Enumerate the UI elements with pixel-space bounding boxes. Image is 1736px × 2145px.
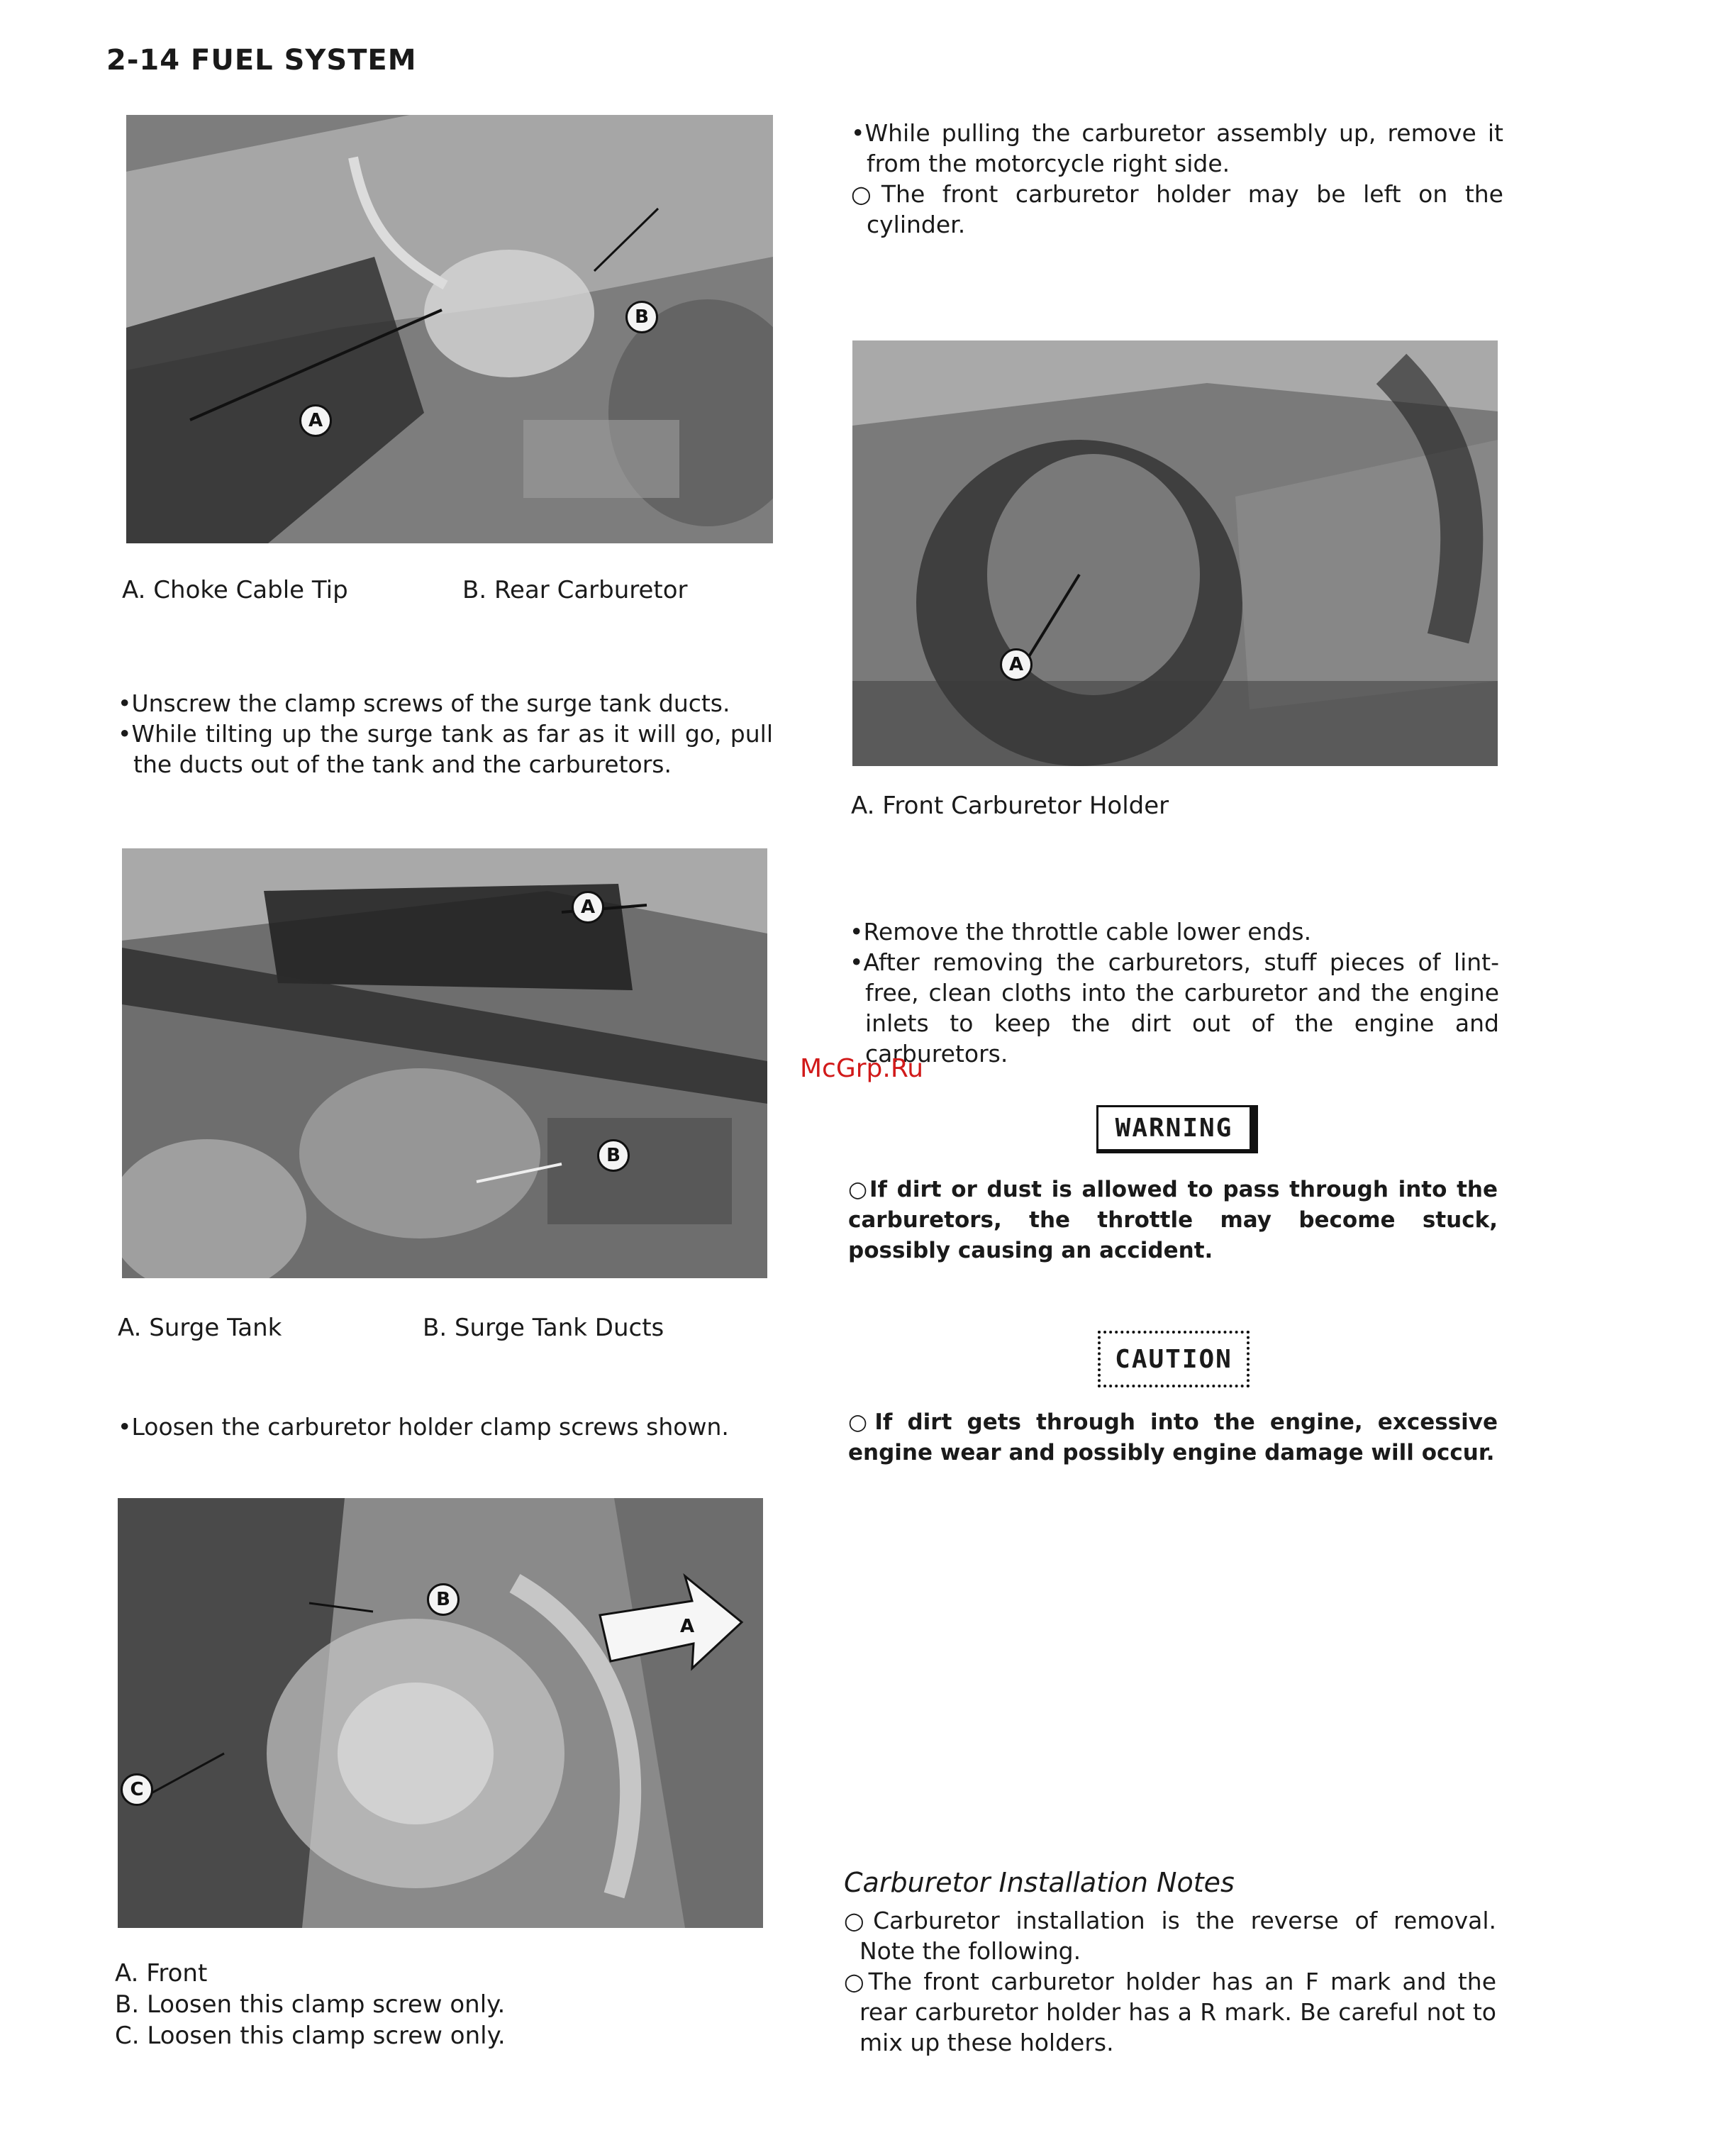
callout-c: C	[121, 1773, 153, 1806]
photo-surge-graphic	[122, 848, 767, 1278]
text-install-1: ○Carburetor installation is the reverse of removal. Note the following.	[844, 1907, 1496, 1965]
photo-front-holder-graphic	[852, 340, 1498, 766]
text-install-2: ○The front carburetor holder has an F mark and the rear carburetor holder has a R mark. Be careful not to mix up these holders.	[844, 1968, 1496, 2056]
caption-loosen-c: C. Loosen this clamp screw only.	[115, 2022, 506, 2050]
photo-clamp-screws	[118, 1498, 763, 1928]
callout-b: B	[427, 1583, 460, 1616]
text-unscrew: •Unscrew the clamp screws of the surge tank ducts.	[118, 689, 730, 717]
caption-surge-tank: A. Surge Tank	[118, 1314, 282, 1342]
photo-surge-tank	[122, 848, 767, 1278]
photo-choke-cable	[126, 115, 773, 543]
caption-choke-cable-tip: A. Choke Cable Tip	[122, 576, 348, 604]
callout-a: A	[679, 1616, 695, 1637]
left-block-2	[118, 1412, 773, 1442]
text-loosen: •Loosen the carburetor holder clamp screws shown.	[118, 1413, 729, 1441]
text-holder-left: ○The front carburetor holder may be left on the cylinder.	[851, 180, 1503, 238]
right-block-2	[850, 916, 1499, 1069]
caution-text: ○If dirt gets through into the engine, excessive engine wear and possibly engine damage will occur.	[848, 1409, 1498, 1465]
callout-b: B	[625, 301, 658, 333]
caution-badge: CAUTION	[1098, 1331, 1250, 1387]
warning-badge: WARNING	[1096, 1105, 1258, 1153]
caption-loosen-b: B. Loosen this clamp screw only.	[115, 1990, 506, 2019]
page-header: 2-14 FUEL SYSTEM	[106, 44, 417, 77]
callout-a: A	[572, 891, 604, 924]
callout-a: A	[1000, 648, 1033, 681]
right-block-1	[851, 118, 1503, 240]
caption-front: A. Front	[115, 1959, 208, 1988]
installation-notes-title: Carburetor Installation Notes	[844, 1867, 1235, 1898]
caption-rear-carburetor: B. Rear Carburetor	[462, 576, 688, 604]
photo-clamp-graphic	[118, 1498, 763, 1928]
photo-front-holder	[852, 340, 1498, 766]
callout-b: B	[597, 1139, 630, 1172]
text-tilting: •While tilting up the surge tank as far as it will go, pull the ducts out of the tank and the carburetors.	[118, 720, 773, 778]
right-block-3	[844, 1905, 1496, 2058]
text-stuff-cloths: •After removing the carburetors, stuff pieces of lint-free, clean cloths into the carburetor and the engine inlets to keep the dirt out of the engine and carburetors.	[850, 948, 1499, 1068]
left-block-1	[118, 688, 773, 780]
text-pulling: •While pulling the carburetor assembly up, remove it from the motorcycle right side.	[851, 119, 1503, 177]
watermark: McGrp.Ru	[800, 1054, 924, 1083]
text-remove-cable: •Remove the throttle cable lower ends.	[850, 918, 1312, 946]
warning-text: ○If dirt or dust is allowed to pass through into the carburetors, the throttle may become stuck, possibly causing an accident.	[848, 1177, 1498, 1263]
photo-choke-graphic	[126, 115, 773, 543]
caption-front-carburetor-holder: A. Front Carburetor Holder	[851, 792, 1169, 820]
callout-a: A	[299, 404, 332, 437]
caption-surge-tank-ducts: B. Surge Tank Ducts	[423, 1314, 664, 1342]
